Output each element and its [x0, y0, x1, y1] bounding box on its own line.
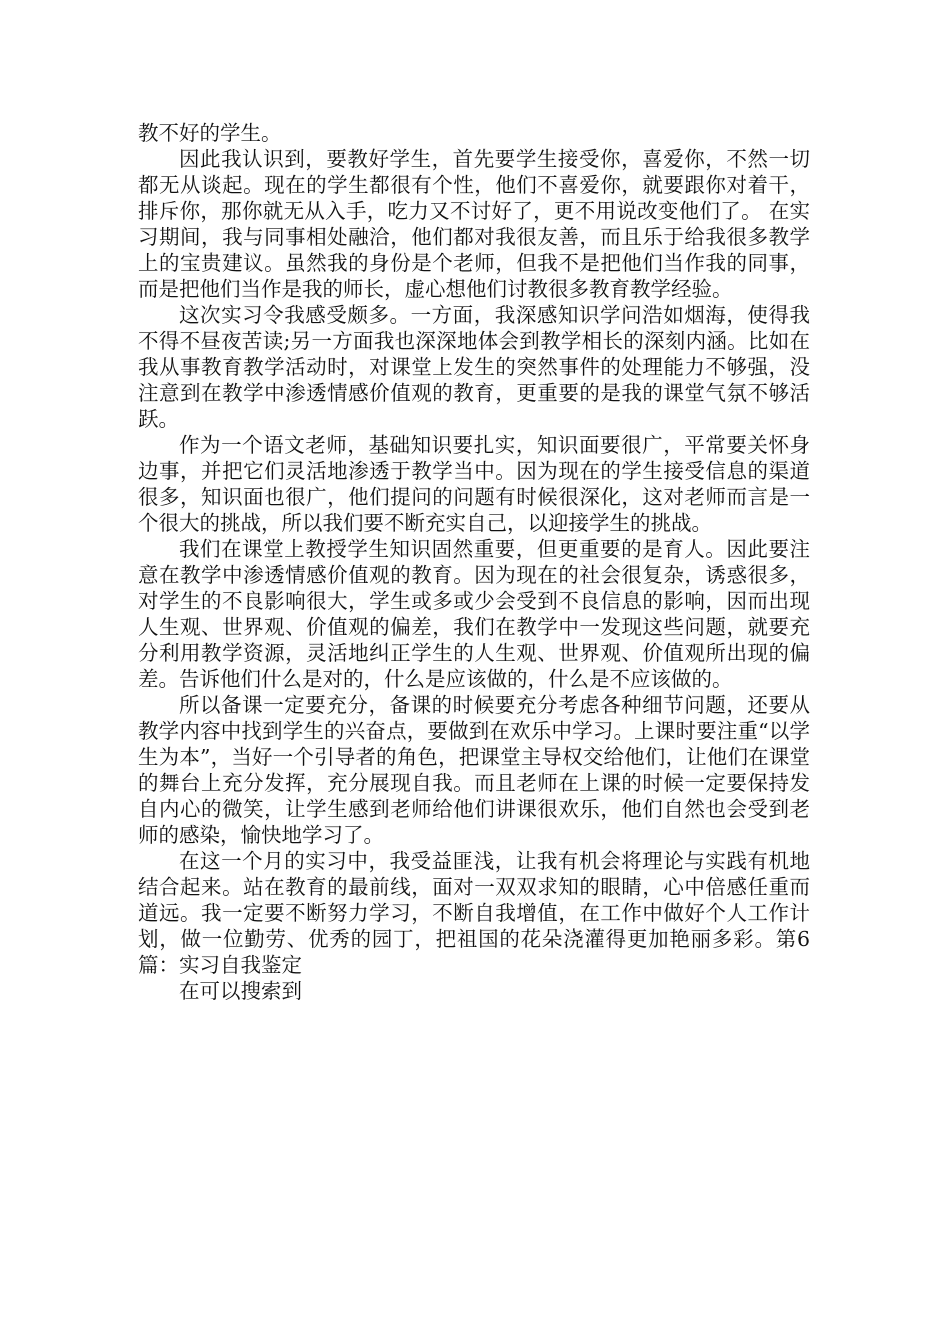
paragraph: 在这一个月的实习中，我受益匪浅，让我有机会将理论与实践有机地结合起来。站在教育的最前线，面对一双双求知的眼睛，心中倍感任重而道远。我一定要不断努力学习，不断自我增值，在工作中做好个人工作计划，做一位勤劳、优秀的园丁，把祖国的花朵浇灌得更加艳丽多彩。第6篇：实习自我鉴定: [138, 849, 810, 977]
paragraph: 我们在课堂上教授学生知识固然重要，但更重要的是育人。因此要注意在教学中渗透情感价值观的教育。因为现在的社会很复杂，诱惑很多，对学生的不良影响很大，学生或多或少会受到不良信息的影响，因而出现人生观、世界观、价值观的偏差，我们在教学中一发现这些问题，就要充分利用教学资源，灵活地纠正学生的人生观、世界观、价值观所出现的偏差。告诉他们什么是对的，什么是应该做的，什么是不应该做的。: [138, 537, 810, 691]
paragraph: 所以备课一定要充分，备课的时候要充分考虑各种细节问题，还要从教学内容中找到学生的兴奋点，要做到在欢乐中学习。上课时要注重“以学生为本”，当好一个引导者的角色，把课堂主导权交给他们，让他们在课堂的舞台上充分发挥，充分展现自我。而且老师在上课的时候一定要保持发自内心的微笑，让学生感到老师给他们讲课很欢乐，他们自然也会受到老师的感染，愉快地学习了。: [138, 693, 810, 847]
paragraph-continuation: 教不好的学生。: [138, 121, 282, 145]
paragraph: 在可以搜索到: [179, 979, 302, 1003]
paragraph: 这次实习令我感受颇多。一方面，我深感知识学问浩如烟海，使得我不得不昼夜苦读;另一方面我也深深地体会到教学相长的深刻内涵。比如在我从事教育教学活动时，对课堂上发生的突然事件的处理能力不够强，没注意到在教学中渗透情感价值观的教育，更重要的是我的课堂气氛不够活跃。: [138, 303, 810, 431]
document-body: [138, 120, 810, 1004]
paragraph: 因此我认识到，要教好学生，首先要学生接受你，喜爱你，不然一切都无从谈起。现在的学生都很有个性，他们不喜爱你，就要跟你对着干，排斥你，那你就无从入手，吃力又不讨好了，更不用说改变他们了。 在实习期间，我与同事相处融洽，他们都对我很友善，而且乐于给我很多教学上的宝贵建议。虽然我的身份是个老师，但我不是把他们当作我的同事，而是把他们当作是我的师长，虚心想他们讨教很多教育教学经验。: [138, 147, 810, 301]
paragraph: 作为一个语文老师，基础知识要扎实，知识面要很广，平常要关怀身边事，并把它们灵活地渗透于教学当中。因为现在的学生接受信息的渠道很多，知识面也很广，他们提问的问题有时候很深化，这对老师而言是一个很大的挑战，所以我们要不断充实自己，以迎接学生的挑战。: [138, 433, 810, 535]
